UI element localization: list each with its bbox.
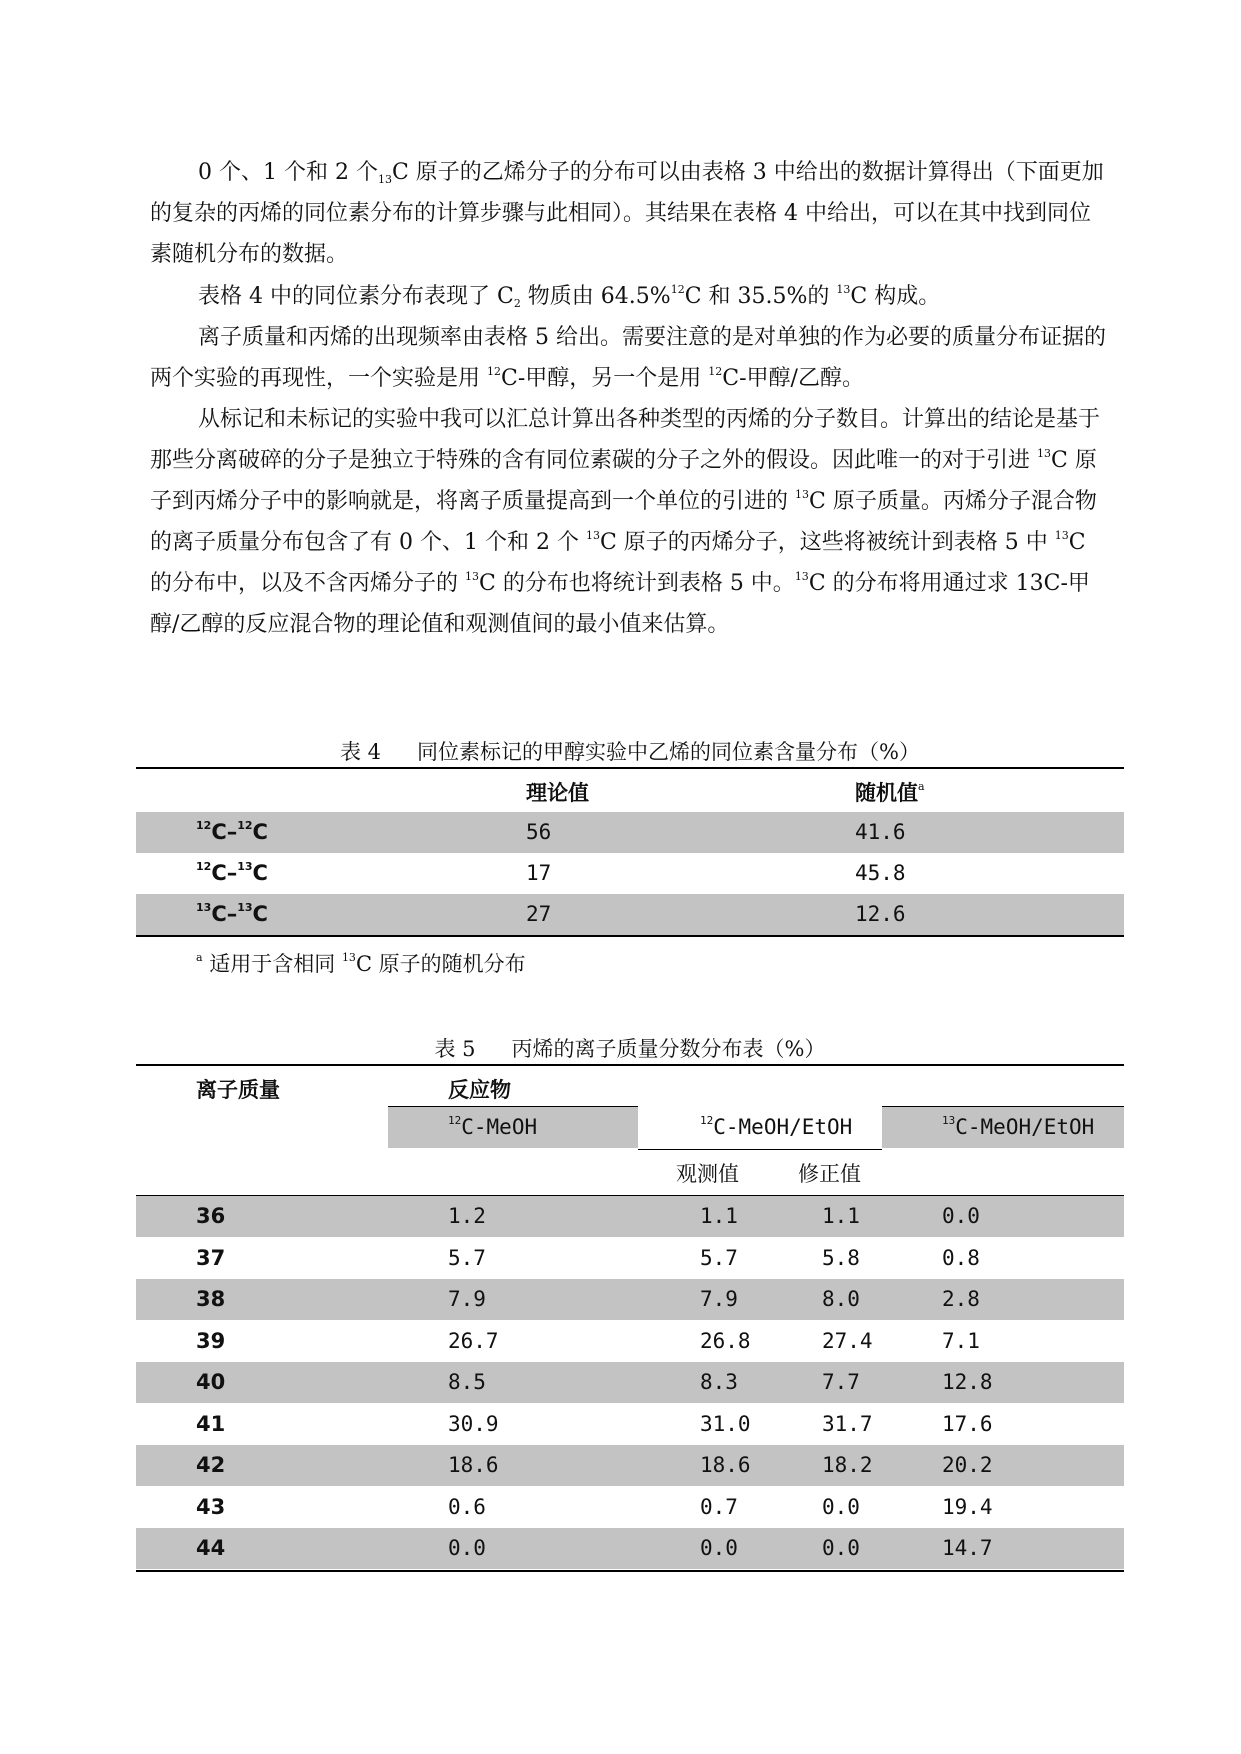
table5-13c-meoh-etoh-cell: 0.8	[942, 1246, 980, 1270]
table5-observed-cell: 31.0	[700, 1412, 751, 1436]
table5-corrected-cell: 18.2	[822, 1453, 873, 1477]
table5-13c-meoh-etoh-cell: 19.4	[942, 1495, 993, 1519]
table4-bottom-rule	[136, 935, 1124, 937]
table5-12c-meoh-cell: 8.5	[448, 1370, 486, 1394]
table5-subheader-rule	[638, 1149, 882, 1150]
table5-ion-mass-cell: 43	[196, 1495, 226, 1519]
paragraph-4: 从标记和未标记的实验中我可以汇总计算出各种类型的丙烯的分子数目。计算出的结论是基于那些分离破碎的分子是独立于特殊的含有同位素碳的分子之外的假设。因此唯一的对于引进 $^{13}$C 原子到丙烯分子中的影响就是，将离子质量提高到一个单位的引进的 $^{13}$C 原子质量。丙烯分子混合物的离子质量分布包含了有 0 个、1 个和 2 个 $^{13}$C 原子的丙烯分子，这些将被统计到表格 5 中 $^{13}$C 的分布中，以及不含丙烯分子的 $^{13}$C 的分布也将统计到表格 5 中。$^{13}$C 的分布将用通过求 13C-甲醇/乙醇的反应混合物的理论值和观测值间的最小值来估算。	[150, 407, 1101, 637]
table4-header-random: 随机值$^a$	[855, 780, 925, 805]
table5-ion-mass-cell: 44	[196, 1536, 226, 1560]
table5-observed-cell: 0.7	[700, 1495, 738, 1519]
table5-13c-meoh-etoh-cell: 20.2	[942, 1453, 993, 1477]
table4-footnote: $^a$ 适用于含相同 $^{13}$C 原子的随机分布	[196, 951, 526, 976]
table5-12c-meoh-cell: 0.6	[448, 1495, 486, 1519]
table5-header-ion-mass: 离子质量	[196, 1078, 280, 1102]
table5-observed-cell: 5.7	[700, 1246, 738, 1270]
table5-caption	[136, 1033, 1124, 1063]
table5-12c-meoh-cell: 7.9	[448, 1287, 486, 1311]
table5-bottom-rule	[136, 1570, 1124, 1572]
table5-corrected-cell: 7.7	[822, 1370, 860, 1394]
table5-corrected-cell: 0.0	[822, 1536, 860, 1560]
table5-subheader-12c-meoh: $^{12}$C-MeOH	[448, 1114, 538, 1139]
table5-corrected-cell: 1.1	[822, 1204, 860, 1228]
table5-observed-cell: 7.9	[700, 1287, 738, 1311]
table5-number: 表 5	[434, 1037, 476, 1061]
table5-ion-mass-cell: 36	[196, 1204, 226, 1228]
table4-caption	[136, 736, 1124, 766]
paragraph-1: 0 个、1 个和 2 个$_{13}$C 原子的乙烯分子的分布可以由表格 3 中给出的数据计算得出（下面更加的复杂的丙烯的同位素分布的计算步骤与此相同）。其结果在表格 4 中给出，可以在其中找到同位素随机分布的数据。	[150, 160, 1104, 267]
table5-top-rule	[136, 1064, 1124, 1066]
table4-theory-value: 56	[526, 820, 552, 844]
table5-observed-cell: 26.8	[700, 1329, 751, 1353]
table4-row-label: $^{12}$C–$^{13}$C	[196, 860, 268, 885]
table4-random-value: 45.8	[855, 861, 906, 885]
paragraph-2: 表格 4 中的同位素分布表现了 $C_2$ 物质由 64.5%$^{12}$C 和 35.5%的 $^{13}$C 构成。	[198, 283, 941, 310]
table4-theory-value: 17	[526, 861, 552, 885]
table4-number: 表 4	[340, 740, 382, 764]
table5-13c-meoh-etoh-cell: 7.1	[942, 1329, 980, 1353]
table5-header-reactant: 反应物	[448, 1078, 511, 1102]
table4-row-label: $^{13}$C–$^{13}$C	[196, 901, 268, 926]
table4-row-label: $^{12}$C–$^{12}$C	[196, 819, 268, 844]
table5-header-observed: 观测值	[676, 1162, 739, 1186]
table5-observed-cell: 0.0	[700, 1536, 738, 1560]
table5-corrected-cell: 31.7	[822, 1412, 873, 1436]
table5-ion-mass-cell: 40	[196, 1370, 226, 1394]
table4-row-band	[136, 812, 1124, 853]
table5-ion-mass-cell: 41	[196, 1412, 226, 1436]
table5-ion-mass-cell: 42	[196, 1453, 226, 1477]
table5-13c-meoh-etoh-cell: 17.6	[942, 1412, 993, 1436]
table5-corrected-cell: 8.0	[822, 1287, 860, 1311]
table5-ion-mass-cell: 39	[196, 1329, 226, 1353]
table5-12c-meoh-cell: 26.7	[448, 1329, 499, 1353]
table5-ion-mass-cell: 38	[196, 1287, 226, 1311]
table4-row-band	[136, 894, 1124, 935]
table5-ion-mass-cell: 37	[196, 1246, 226, 1270]
table5-subheader-12c-meoh-etoh: $^{12}$C-MeOH/EtOH	[700, 1114, 853, 1139]
table4-random-value: 41.6	[855, 820, 906, 844]
table5-observed-cell: 1.1	[700, 1204, 738, 1228]
table4-random-value: 12.6	[855, 902, 906, 926]
table5-12c-meoh-cell: 18.6	[448, 1453, 499, 1477]
table5-12c-meoh-cell: 30.9	[448, 1412, 499, 1436]
table4-title: 同位素标记的甲醇实验中乙烯的同位素含量分布（%）	[417, 740, 920, 764]
table5-header-corrected: 修正值	[798, 1162, 861, 1186]
table5-13c-meoh-etoh-cell: 0.0	[942, 1204, 980, 1228]
paragraph-3: 离子质量和丙烯的出现频率由表格 5 给出。需要注意的是对单独的作为必要的质量分布证据的两个实验的再现性，一个实验是用 $^{12}$C-甲醇，另一个是用 $^{12}$C-甲醇/乙醇。	[150, 325, 1106, 391]
table4-header-theory: 理论值	[526, 781, 589, 805]
table4-theory-value: 27	[526, 902, 552, 926]
table4-top-rule	[136, 767, 1124, 769]
table5-title: 丙烯的离子质量分数分布表（%）	[511, 1037, 826, 1061]
table5-12c-meoh-cell: 5.7	[448, 1246, 486, 1270]
table5-subheader-13c-meoh-etoh: $^{13}$C-MeOH/EtOH	[942, 1114, 1095, 1139]
table5-12c-meoh-cell: 0.0	[448, 1536, 486, 1560]
table5-observed-cell: 18.6	[700, 1453, 751, 1477]
table5-13c-meoh-etoh-cell: 12.8	[942, 1370, 993, 1394]
table5-13c-meoh-etoh-cell: 14.7	[942, 1536, 993, 1560]
table5-13c-meoh-etoh-cell: 2.8	[942, 1287, 980, 1311]
table5-12c-meoh-cell: 1.2	[448, 1204, 486, 1228]
table5-corrected-cell: 5.8	[822, 1246, 860, 1270]
table5-corrected-cell: 27.4	[822, 1329, 873, 1353]
table5-corrected-cell: 0.0	[822, 1495, 860, 1519]
table5-observed-cell: 8.3	[700, 1370, 738, 1394]
